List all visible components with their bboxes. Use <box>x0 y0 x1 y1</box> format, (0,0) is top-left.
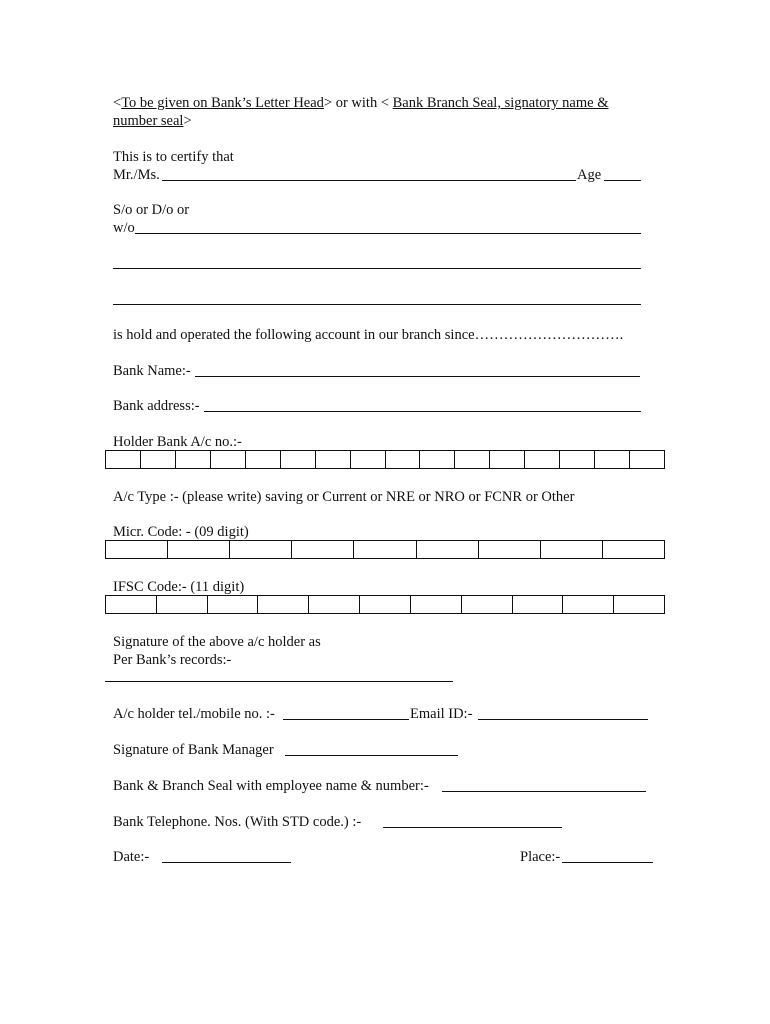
micr-digit-box[interactable] <box>354 541 416 558</box>
date-label: Date:- <box>113 849 150 865</box>
micr-digit-box[interactable] <box>230 541 292 558</box>
account-number-digit-box[interactable] <box>630 451 664 468</box>
account-number-digit-box[interactable] <box>246 451 281 468</box>
account-number-digit-box[interactable] <box>176 451 211 468</box>
date-field[interactable] <box>162 862 291 863</box>
ifsc-digit-box[interactable] <box>309 596 360 613</box>
mobile-field[interactable] <box>283 719 409 720</box>
micr-digit-box[interactable] <box>292 541 354 558</box>
account-number-digit-box[interactable] <box>316 451 351 468</box>
bank-address-label: Bank address:- <box>113 398 200 414</box>
account-number-digit-box[interactable] <box>595 451 630 468</box>
account-number-digit-box[interactable] <box>420 451 455 468</box>
micr-digit-box[interactable] <box>479 541 541 558</box>
holder-signature-field[interactable] <box>105 681 453 682</box>
age-field[interactable] <box>604 180 641 181</box>
header-seal-text-2: number seal <box>113 113 184 129</box>
ifsc-code-label: IFSC Code:- (11 digit) <box>113 579 245 595</box>
account-number-digit-box[interactable] <box>490 451 525 468</box>
header-letterhead-text: To be given on Bank’s Letter Head <box>121 95 324 111</box>
ifsc-digit-box[interactable] <box>614 596 664 613</box>
manager-signature-label: Signature of Bank Manager <box>113 742 274 758</box>
account-number-label: Holder Bank A/c no.:- <box>113 434 242 450</box>
ifsc-digit-box[interactable] <box>106 596 157 613</box>
holder-signature-label-2: Per Bank’s records:- <box>113 652 232 668</box>
ifsc-digit-box[interactable] <box>462 596 513 613</box>
ifsc-digit-box[interactable] <box>157 596 208 613</box>
micr-digit-box[interactable] <box>106 541 168 558</box>
name-field[interactable] <box>162 180 576 181</box>
ifsc-digit-box[interactable] <box>563 596 614 613</box>
holder-signature-label-1: Signature of the above a/c holder as <box>113 634 321 650</box>
account-number-digit-box[interactable] <box>525 451 560 468</box>
account-number-digit-box[interactable] <box>281 451 316 468</box>
bank-telephone-field[interactable] <box>383 827 562 828</box>
header-close-bracket: > <box>183 113 192 129</box>
relation-field-line-3[interactable] <box>113 304 641 305</box>
micr-digit-box[interactable] <box>417 541 479 558</box>
bank-telephone-label: Bank Telephone. Nos. (With STD code.) :- <box>113 814 362 830</box>
account-number-digit-box[interactable] <box>141 451 176 468</box>
account-number-digit-box[interactable] <box>211 451 246 468</box>
micr-code-boxes <box>105 540 665 559</box>
manager-signature-field[interactable] <box>285 755 458 756</box>
micr-code-label: Micr. Code: - (09 digit) <box>113 524 249 540</box>
header-middle-text: > or with < <box>323 95 393 111</box>
ifsc-digit-box[interactable] <box>513 596 564 613</box>
place-label: Place:- <box>520 849 561 865</box>
micr-digit-box[interactable] <box>603 541 664 558</box>
account-number-digit-box[interactable] <box>106 451 141 468</box>
ifsc-digit-box[interactable] <box>208 596 259 613</box>
ifsc-digit-box[interactable] <box>411 596 462 613</box>
relation-label-1: S/o or D/o or <box>113 202 190 218</box>
ifsc-digit-box[interactable] <box>360 596 411 613</box>
account-number-digit-box[interactable] <box>386 451 421 468</box>
header-seal-text: Bank Branch Seal, signatory name & <box>392 95 609 111</box>
mobile-label: A/c holder tel./mobile no. :- <box>113 706 275 722</box>
account-number-digit-box[interactable] <box>455 451 490 468</box>
relation-label-2: w/o <box>113 220 135 236</box>
relation-field[interactable] <box>135 233 641 234</box>
header-open-bracket: < <box>113 95 122 111</box>
bank-address-field[interactable] <box>204 411 641 412</box>
place-field[interactable] <box>562 862 653 863</box>
header-line-2 <box>113 112 192 130</box>
account-type-label: A/c Type :- (please write) saving or Current or NRE or NRO or FCNR or Other <box>113 489 575 505</box>
ifsc-code-boxes <box>105 595 665 614</box>
branch-seal-field[interactable] <box>442 791 646 792</box>
age-label: Age <box>577 167 602 183</box>
account-number-digit-box[interactable] <box>560 451 595 468</box>
name-label: Mr./Ms. <box>113 167 160 183</box>
email-label: Email ID:- <box>410 706 473 722</box>
bank-name-field[interactable] <box>195 376 640 377</box>
email-field[interactable] <box>478 719 648 720</box>
micr-digit-box[interactable] <box>541 541 603 558</box>
account-statement: is hold and operated the following account in our branch since…………………………. <box>113 327 624 343</box>
ifsc-digit-box[interactable] <box>258 596 309 613</box>
relation-field-line-2[interactable] <box>113 268 641 269</box>
micr-digit-box[interactable] <box>168 541 230 558</box>
certify-intro: This is to certify that <box>113 149 234 165</box>
account-number-boxes <box>105 450 665 469</box>
bank-name-label: Bank Name:- <box>113 363 191 379</box>
header-line-1 <box>113 94 608 112</box>
account-number-digit-box[interactable] <box>351 451 386 468</box>
branch-seal-label: Bank & Branch Seal with employee name & number:- <box>113 778 429 794</box>
